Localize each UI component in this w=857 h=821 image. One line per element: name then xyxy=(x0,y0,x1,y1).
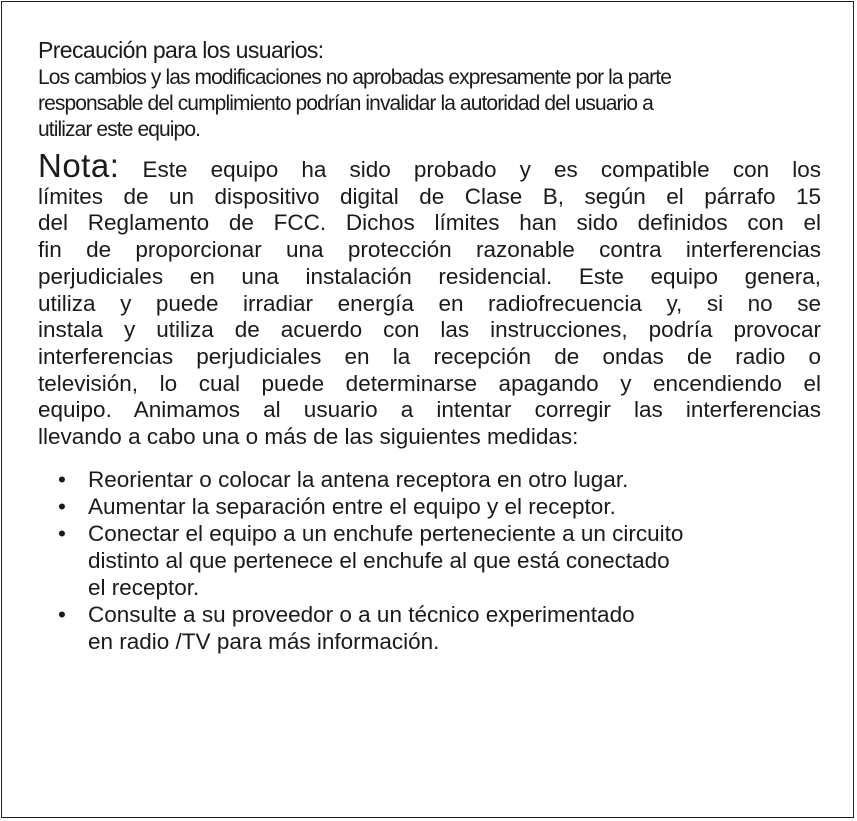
note-line-text: Este equipo ha sido probado y es compatible con los xyxy=(119,157,821,182)
note-line: del Reglamento de FCC. Dichos límites han sido definidos con el xyxy=(38,210,821,236)
caution-line: responsable del cumplimiento podrían invalidar la autoridad del usuario a xyxy=(38,92,653,115)
list-item-text: Aumentar la separación entre el equipo y el receptor. xyxy=(88,493,616,519)
list-item-text: Reorientar o colocar la antena receptora en otro lugar. xyxy=(88,466,629,492)
list-item xyxy=(38,493,824,520)
caution-line: utilizar este equipo. xyxy=(38,118,201,141)
list-item-text: Consulte a su proveedor o a un técnico experimentado xyxy=(88,601,635,627)
bullet-icon: • xyxy=(58,466,66,492)
note-line: utiliza y puede irradiar energía en radiofrecuencia y, si no se xyxy=(38,290,821,316)
list-item-text: el receptor. xyxy=(88,574,200,600)
note-line: fin de proporcionar una protección razonable contra interferencias xyxy=(38,237,821,263)
list-item-text: distinto al que pertenece el enchufe al que está conectado xyxy=(88,547,670,573)
note-line: límites de un dispositivo digital de Clase B, según el párrafo 15 xyxy=(38,183,821,209)
note-line xyxy=(38,147,821,184)
bullet-icon: • xyxy=(58,601,66,627)
note-line: interferencias perjudiciales en la recepción de ondas de radio o xyxy=(38,343,821,369)
note-line: equipo. Animamos al usuario a intentar corregir las interferencias xyxy=(38,397,821,423)
note-paragraph xyxy=(38,147,821,451)
document-content xyxy=(38,35,824,655)
list-item-text: en radio /TV para más información. xyxy=(88,628,440,654)
list-item xyxy=(38,601,824,655)
note-line: instala y utiliza de acuerdo con las instrucciones, podría provocar xyxy=(38,317,821,343)
list-item xyxy=(38,466,824,493)
list-item xyxy=(38,520,824,601)
note-line: perjudiciales en una instalación residencial. Este equipo genera, xyxy=(38,263,821,289)
caution-title: Precaución para los usuarios: xyxy=(38,37,324,63)
measures-list xyxy=(38,466,824,655)
bullet-icon: • xyxy=(58,520,66,546)
list-item-text: Conectar el equipo a un enchufe perteneciente a un circuito xyxy=(88,520,684,546)
note-line: llevando a cabo una o más de las siguientes medidas: xyxy=(38,424,579,450)
caution-line: Los cambios y las modificaciones no aprobadas expresamente por la parte xyxy=(38,66,671,89)
bullet-icon: • xyxy=(58,493,66,519)
note-label: Nota: xyxy=(38,147,120,184)
document-frame xyxy=(1,1,854,818)
note-line: televisión, lo cual puede determinarse apagando y encendiendo el xyxy=(38,370,821,396)
